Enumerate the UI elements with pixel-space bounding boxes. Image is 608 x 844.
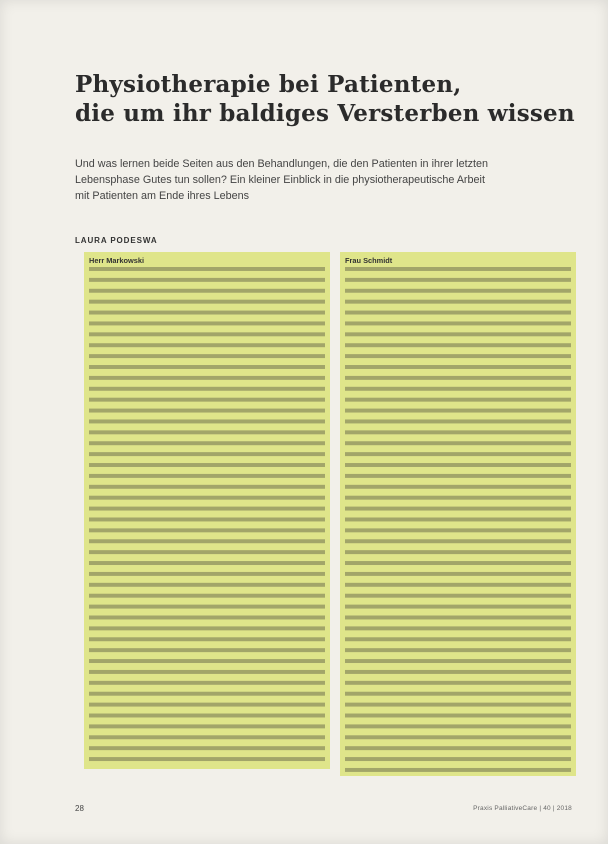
article-title <box>75 70 575 128</box>
title-line-1: Physiotherapie bei Patienten, <box>75 71 462 98</box>
journal-footer: Praxis PalliativeCare | 40 | 2018 <box>473 805 572 812</box>
page-number: 28 <box>75 804 84 813</box>
right-column <box>340 252 576 776</box>
right-column-text <box>345 267 571 772</box>
left-column-text <box>89 267 325 765</box>
author-name: LAURA PODESWA <box>75 236 158 245</box>
article-lead: Und was lernen beide Seiten aus den Behandlungen, die den Patienten in ihrer letzten Lebensphase Gutes tun sollen? Ein kleiner Einblick in die physiotherapeutische Arbeit mit Patienten am Ende ihres Lebens <box>75 158 488 202</box>
left-column <box>84 252 330 769</box>
left-column-heading: Herr Markowski <box>89 256 145 265</box>
right-column-heading: Frau Schmidt <box>345 256 393 265</box>
title-line-2: die um ihr baldiges Versterben wissen <box>75 100 575 127</box>
